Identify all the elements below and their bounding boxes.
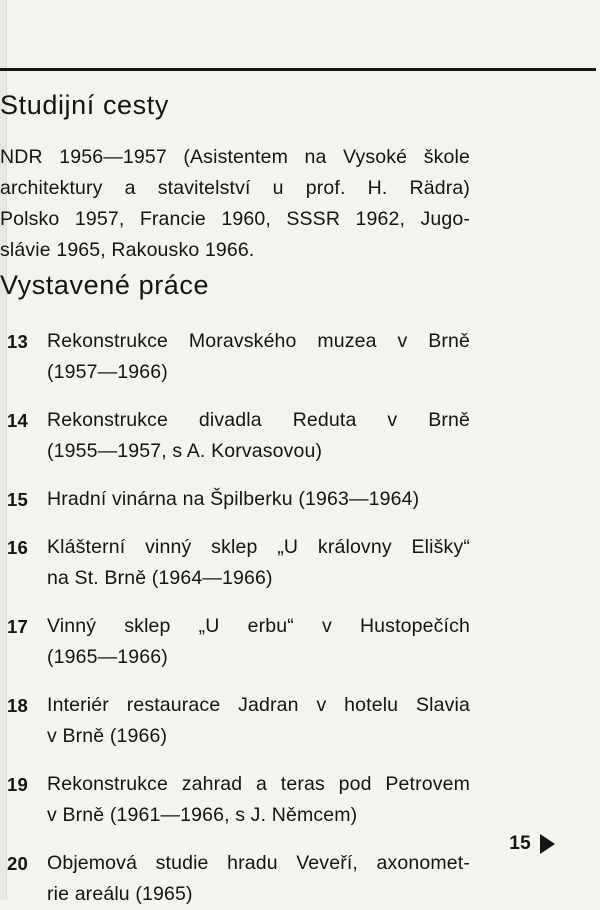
work-item-text	[28, 611, 470, 673]
work-list-item	[0, 405, 470, 467]
section-heading-exhibited-works: Vystavené práce	[0, 270, 210, 300]
work-item-number: 20	[7, 853, 28, 874]
paragraph-line: NDR 1956—1957 (Asistentem na Vysoké škole	[0, 146, 470, 168]
study-trips-paragraph	[0, 142, 470, 266]
work-item-line: Vinný sklep „U erbu“ v Hustopečích	[47, 615, 470, 637]
work-item-number: 19	[7, 774, 28, 795]
work-list-item	[0, 326, 470, 388]
work-item-number: 16	[7, 537, 28, 558]
work-item-line: (1955—1957, s A. Korvasovou)	[47, 440, 323, 462]
work-item-number: 13	[7, 331, 28, 352]
work-item-text	[28, 484, 470, 515]
page-number: 15	[509, 833, 531, 854]
work-list-item	[0, 484, 470, 515]
work-item-line: Rekonstrukce Moravského muzea v Brně	[47, 330, 470, 352]
work-item-number: 18	[7, 695, 28, 716]
work-item-line: v Brně (1961—1966, s J. Němcem)	[47, 804, 358, 826]
work-item-text	[28, 769, 470, 831]
work-item-line: v Brně (1966)	[47, 725, 168, 747]
work-item-line: Rekonstrukce divadla Reduta v Brně	[47, 409, 470, 431]
work-list-item	[0, 690, 470, 752]
work-item-number: 15	[7, 489, 28, 510]
paragraph-line: Polsko 1957, Francie 1960, SSSR 1962, Jugo-	[0, 208, 470, 230]
work-list-item	[0, 532, 470, 594]
work-item-text	[28, 326, 470, 388]
work-item-line: Hradní vinárna na Špilberku (1963—1964)	[47, 488, 420, 510]
work-item-line: Rekonstrukce zahrad a teras pod Petrovem	[47, 773, 470, 795]
header-rule	[0, 68, 596, 71]
work-item-text	[28, 848, 470, 910]
section-heading-study-trips: Studijní cesty	[0, 90, 169, 120]
work-item-text	[28, 405, 470, 467]
work-item-text	[28, 532, 470, 594]
work-item-text	[28, 690, 470, 752]
work-item-line: Klášterní vinný sklep „U královny Elišky“	[47, 536, 470, 558]
work-item-line: Objemová studie hradu Veveří, axonomet-	[47, 852, 470, 874]
work-list-item	[0, 611, 470, 673]
work-item-line: (1965—1966)	[47, 646, 168, 668]
work-item-line: Interiér restaurace Jadran v hotelu Slavia	[47, 694, 470, 716]
work-item-line: (1957—1966)	[47, 361, 168, 383]
work-item-line: rie areálu (1965)	[47, 883, 193, 905]
next-page-arrow-icon[interactable]	[540, 834, 555, 854]
page-footer	[509, 833, 555, 855]
work-list-item	[0, 769, 470, 831]
work-item-number: 14	[7, 410, 28, 431]
paragraph-line: slávie 1965, Rakousko 1966.	[0, 239, 255, 261]
paragraph-line: architektury a stavitelství u prof. H. Rädra)	[0, 177, 470, 199]
exhibited-works-list	[0, 326, 470, 910]
work-list-item	[0, 848, 470, 910]
work-item-number: 17	[7, 616, 28, 637]
work-item-line: na St. Brně (1964—1966)	[47, 567, 273, 589]
